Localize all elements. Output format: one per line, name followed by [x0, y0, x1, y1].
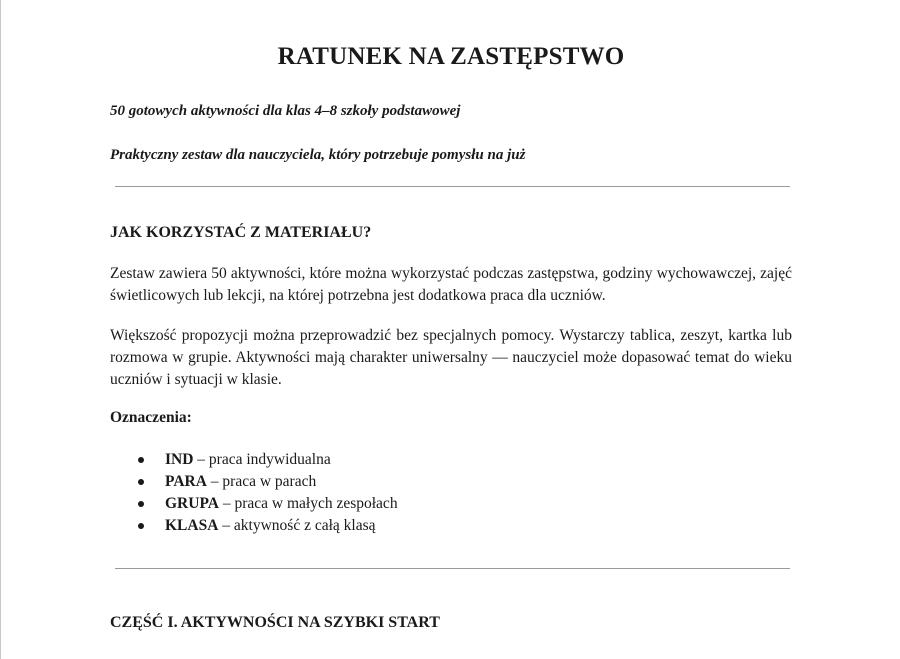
legend-code: PARA — [165, 473, 207, 490]
legend-item-para — [110, 471, 398, 493]
bullet-icon — [138, 523, 144, 529]
legend-title: Oznaczenia: — [110, 409, 192, 426]
document-title: RATUNEK NA ZASTĘPSTWO — [277, 43, 625, 70]
paragraph-intro: Zestaw zawiera 50 aktywności, które można wykorzystać podczas zastępstwa, godziny wychowawczej, zajęć świetlicowych lub lekcji, na której potrzebna jest dodatkowa praca dla uczniów. — [110, 265, 792, 304]
paragraph-requirements: Większość propozycji można przeprowadzić bez specjalnych pomocy. Wystarczy tablica, zeszyt, kartka lub rozmowa w grupie. Aktywności mają charakter uniwersalny — nauczyciel może dopasować temat do wieku uczniów i sytuacji w klasie. — [110, 327, 792, 388]
legend-code: GRUPA — [165, 495, 219, 512]
section-divider — [115, 568, 790, 569]
document-subtitle-audience: 50 gotowych aktywności dla klas 4–8 szkoły podstawowej — [110, 103, 461, 119]
legend-code: KLASA — [165, 517, 219, 534]
legend-code: IND — [165, 451, 194, 468]
section-heading-how-to-use: JAK KORZYSTAĆ Z MATERIAŁU? — [110, 224, 372, 241]
section-divider — [115, 186, 790, 187]
page-left-edge — [0, 0, 1, 659]
legend-description: – praca w małych zespołach — [218, 495, 398, 512]
legend-item-grupa — [110, 493, 398, 515]
bullet-icon — [138, 479, 144, 485]
legend-description: – praca w parach — [206, 473, 317, 490]
legend-description: – aktywność z całą klasą — [218, 517, 376, 534]
bullet-icon — [138, 501, 144, 507]
document-subtitle-purpose: Praktyczny zestaw dla nauczyciela, który potrzebuje pomysłu na już — [110, 147, 526, 163]
legend-item-ind — [110, 449, 398, 471]
legend-list — [110, 449, 398, 537]
bullet-icon — [138, 457, 144, 463]
legend-item-klasa — [110, 515, 398, 537]
legend-description: – praca indywidualna — [193, 451, 331, 468]
section-heading-quick-start: CZĘŚĆ I. AKTYWNOŚCI NA SZYBKI START — [110, 614, 440, 631]
